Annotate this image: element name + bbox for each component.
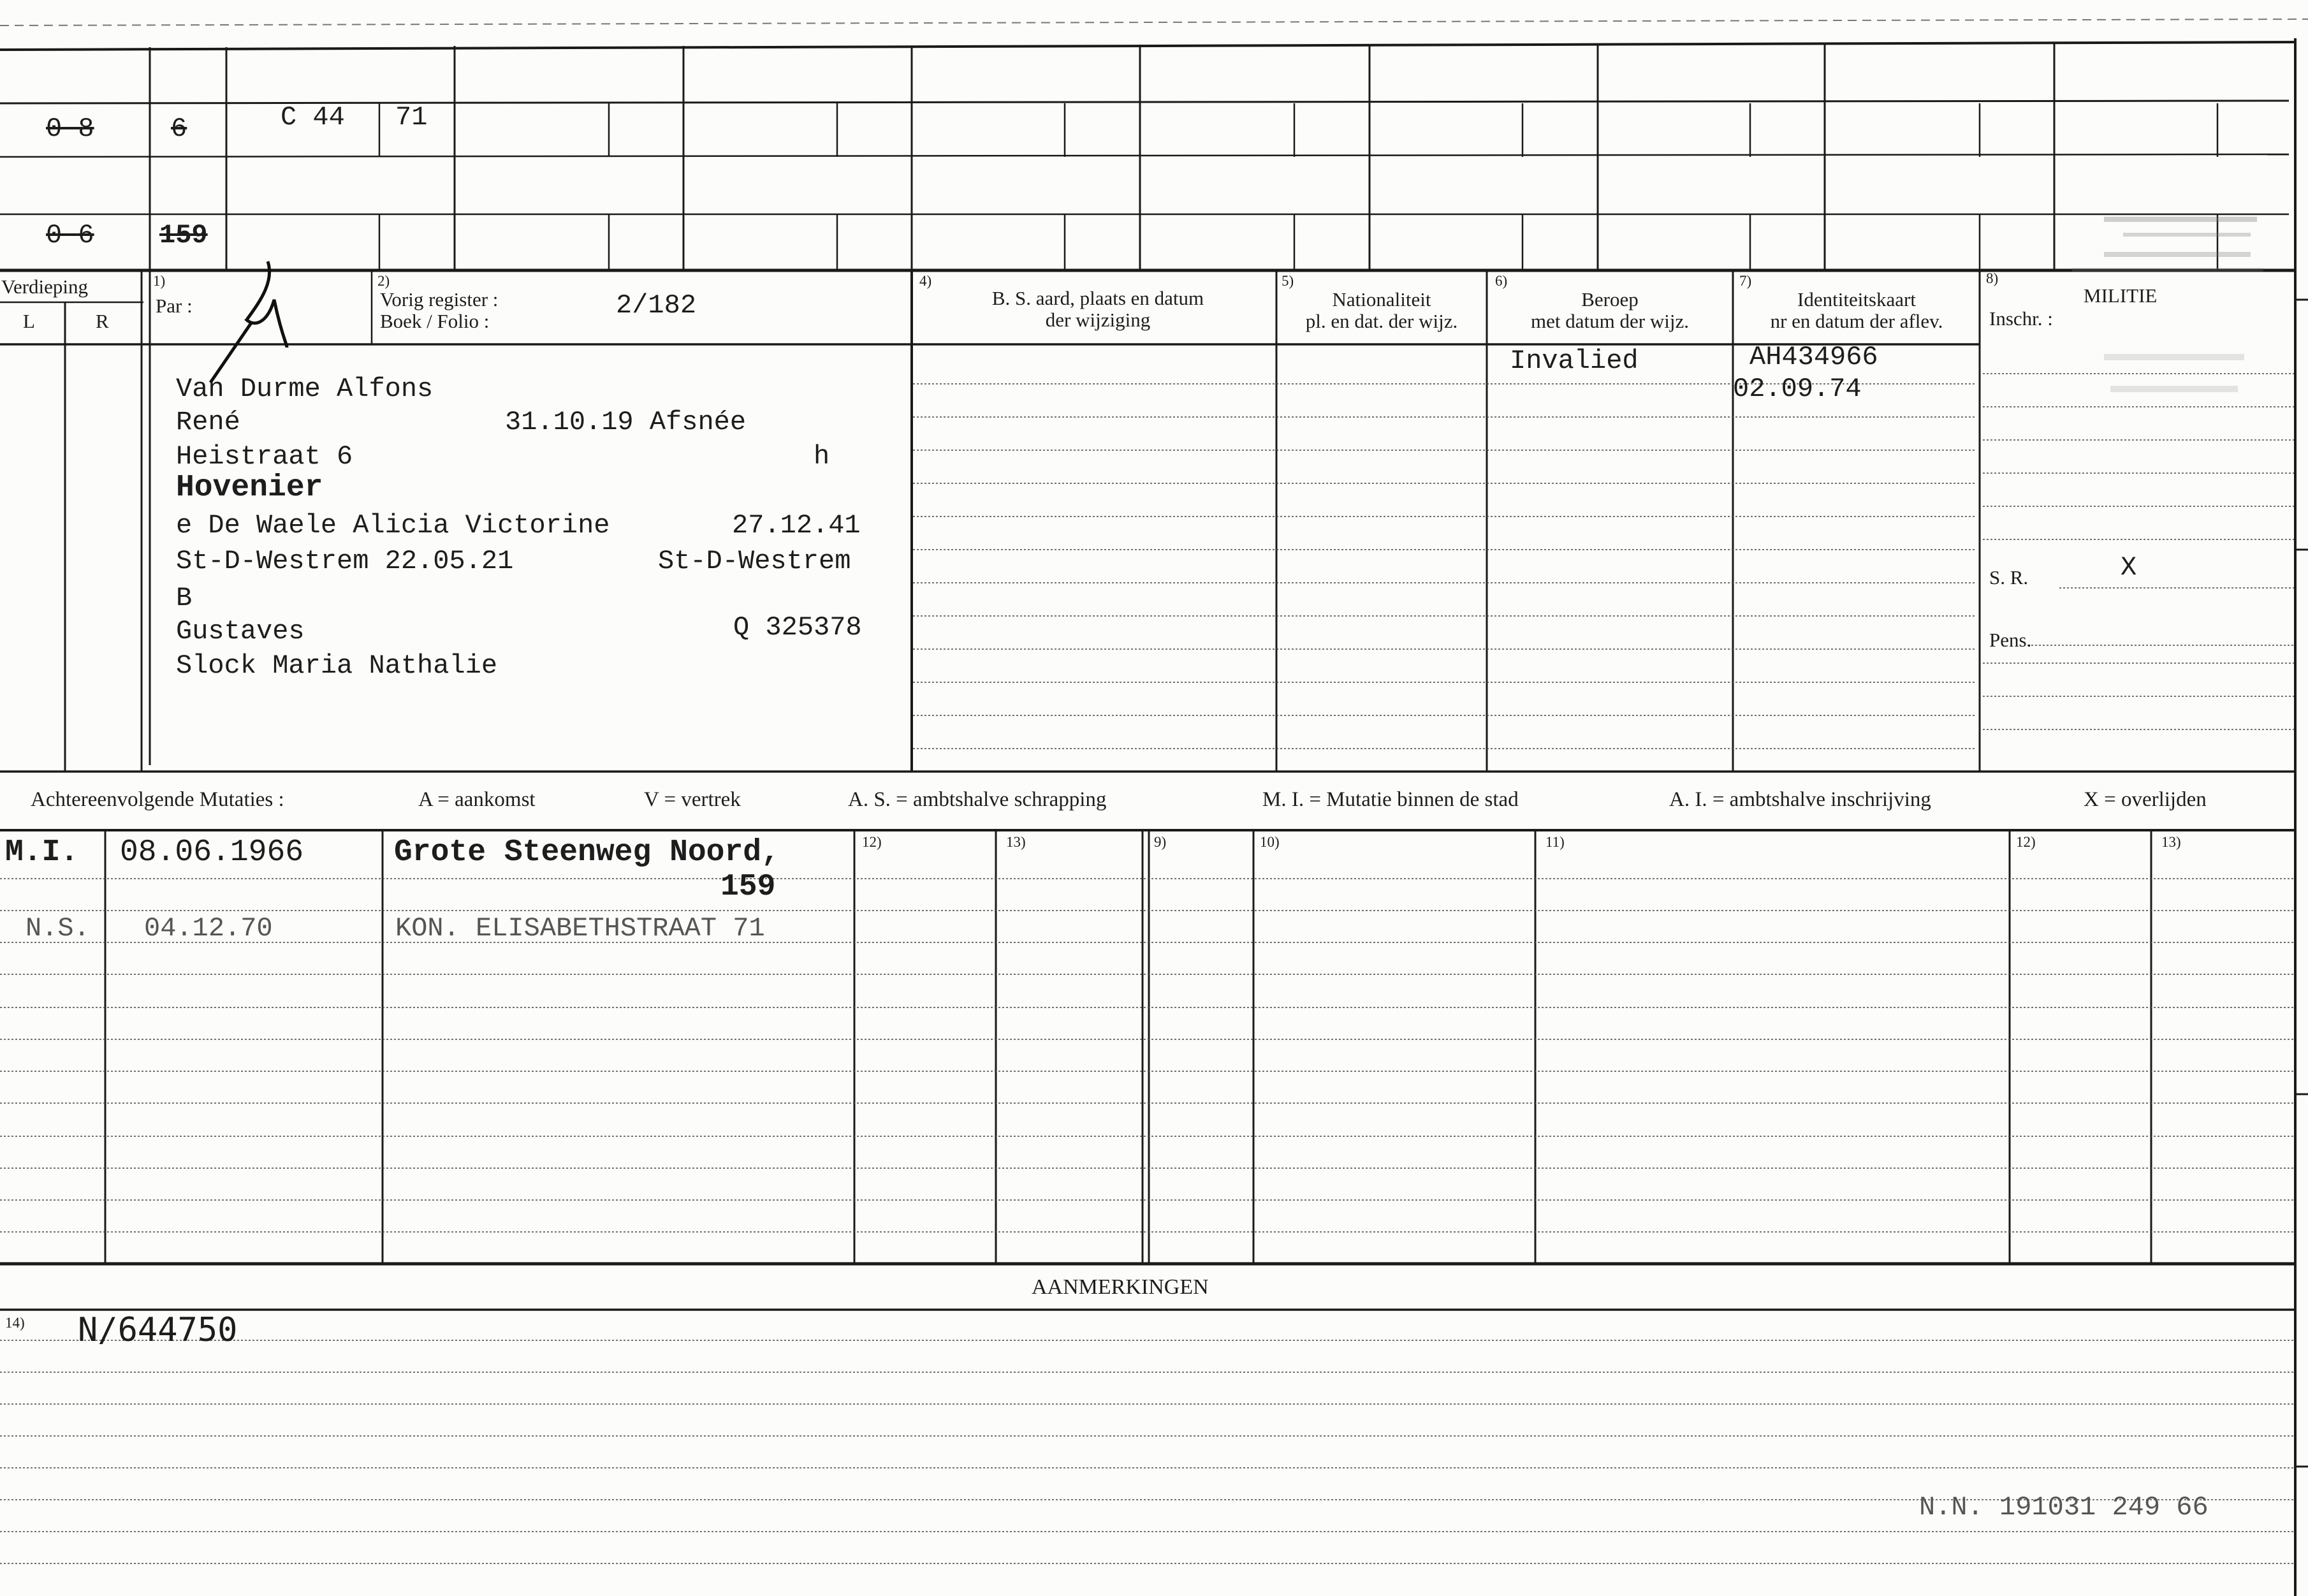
col5-number: 5) [1282, 273, 1294, 289]
header-r: R [96, 310, 109, 332]
pens-label: Pens. [1989, 629, 2032, 651]
remarks-title: AANMERKINGEN [1032, 1275, 1209, 1299]
mut-col-13b: 13) [2161, 834, 2181, 850]
beroep-header-line2: met datum der wijz. [1531, 310, 1689, 332]
mother-name: Slock Maria Nathalie [176, 650, 498, 681]
col7-number: 7) [1739, 273, 1752, 289]
identiteitskaart-header-line2: nr en datum der aflev. [1770, 310, 1943, 332]
father-name: Gustaves [176, 616, 305, 647]
top-row1-nr: 6 [171, 113, 187, 144]
legend-title: Achtereenvolgende Mutaties : [31, 788, 284, 811]
verdieping-header: Verdieping [1, 275, 89, 298]
mutation-1-street: Grote Steenweg Noord, [394, 835, 780, 870]
sr-value: X [2121, 552, 2137, 583]
spouse-name: e De Waele Alicia Victorine [176, 510, 610, 541]
col2-number: 2) [377, 273, 390, 289]
nationality-code: B [176, 583, 193, 613]
person-name: Van Durme Alfons [176, 374, 434, 404]
par-handwritten-mark [210, 261, 287, 383]
mut-col-12b: 12) [2016, 834, 2036, 850]
mut-col-11: 11) [1545, 834, 1565, 850]
col4-number: 4) [919, 273, 932, 289]
col6-number: 6) [1495, 273, 1508, 289]
nationaliteit-header-line2: pl. en dat. der wijz. [1305, 310, 1458, 332]
top-row1-ref-a: C 44 [281, 102, 345, 133]
mutation-1-number: 159 [720, 870, 776, 904]
identiteitskaart-date: 02.09.74 [1733, 374, 1862, 404]
spouse-birth: St-D-Westrem 22.05.21 [176, 546, 514, 576]
spouse-date: 27.12.41 [732, 510, 861, 541]
mut-col-12: 12) [862, 834, 882, 850]
person-address-mark: h [814, 441, 830, 472]
inschr-label: Inschr. : [1989, 307, 2053, 330]
remarks-value: N/644750 [78, 1311, 238, 1349]
mutation-2-street: KON. ELISABETHSTRAAT 71 [395, 913, 765, 944]
mutation-1-code: M.I. [5, 835, 79, 870]
person-first-name-2: René [176, 407, 240, 437]
q-number: Q 325378 [733, 612, 862, 643]
mut-col-13: 13) [1006, 834, 1026, 850]
vorig-register-value: 2/182 [616, 290, 697, 321]
legend-mutatie-stad: M. I. = Mutatie binnen de stad [1262, 788, 1519, 811]
nationaliteit-header-line1: Nationaliteit [1332, 288, 1431, 311]
boek-folio-label: Boek / Folio : [380, 310, 490, 332]
beroep-header-line1: Beroep [1581, 288, 1639, 311]
legend-ambtshalve-schrapping: A. S. = ambtshalve schrapping [848, 788, 1107, 811]
col8-number: 8) [1986, 270, 1999, 286]
sr-label: S. R. [1989, 566, 2029, 589]
legend-ambtshalve-inschrijving: A. I. = ambtshalve inschrijving [1669, 788, 1931, 811]
mutation-2-date: 04.12.70 [144, 913, 273, 944]
bs-header-line2: der wijziging [1045, 309, 1151, 331]
legend-aankomst: A = aankomst [418, 788, 536, 811]
top-row1-ref-b: 71 [395, 102, 428, 133]
identiteitskaart-number: AH434966 [1749, 342, 1878, 372]
person-occupation: Hovenier [176, 471, 323, 505]
mut-col-10: 10) [1260, 834, 1280, 850]
header-l: L [23, 310, 35, 332]
person-address: Heistraat 6 [176, 441, 353, 472]
footer-code: N.N. 191031 249 66 [1919, 1492, 2209, 1523]
top-row2-nr: 159 [159, 220, 208, 251]
bs-header-line1: B. S. aard, plaats en datum [991, 287, 1204, 309]
person-birth: 31.10.19 Afsnée [505, 407, 747, 437]
spouse-place: St-D-Westrem [658, 546, 851, 576]
top-row1-verdieping: 0 8 [46, 113, 94, 144]
militie-header: MILITIE [2084, 284, 2158, 307]
col1-number: 1) [153, 273, 166, 289]
top-row2-verdieping: 0 6 [46, 220, 94, 251]
identiteitskaart-header-line1: Identiteitskaart [1797, 288, 1916, 311]
par-label: Par : [156, 295, 193, 317]
legend-overlijden: X = overlijden [2084, 788, 2207, 811]
mutation-1-date: 08.06.1966 [120, 835, 304, 870]
legend-vertrek: V = vertrek [644, 788, 741, 811]
mut-col-9: 9) [1154, 834, 1167, 850]
remarks-number: 14) [5, 1315, 25, 1331]
vorig-register-label: Vorig register : [380, 288, 499, 311]
mutation-2-code: N.S. [26, 913, 90, 944]
beroep-value: Invalied [1510, 346, 1639, 376]
